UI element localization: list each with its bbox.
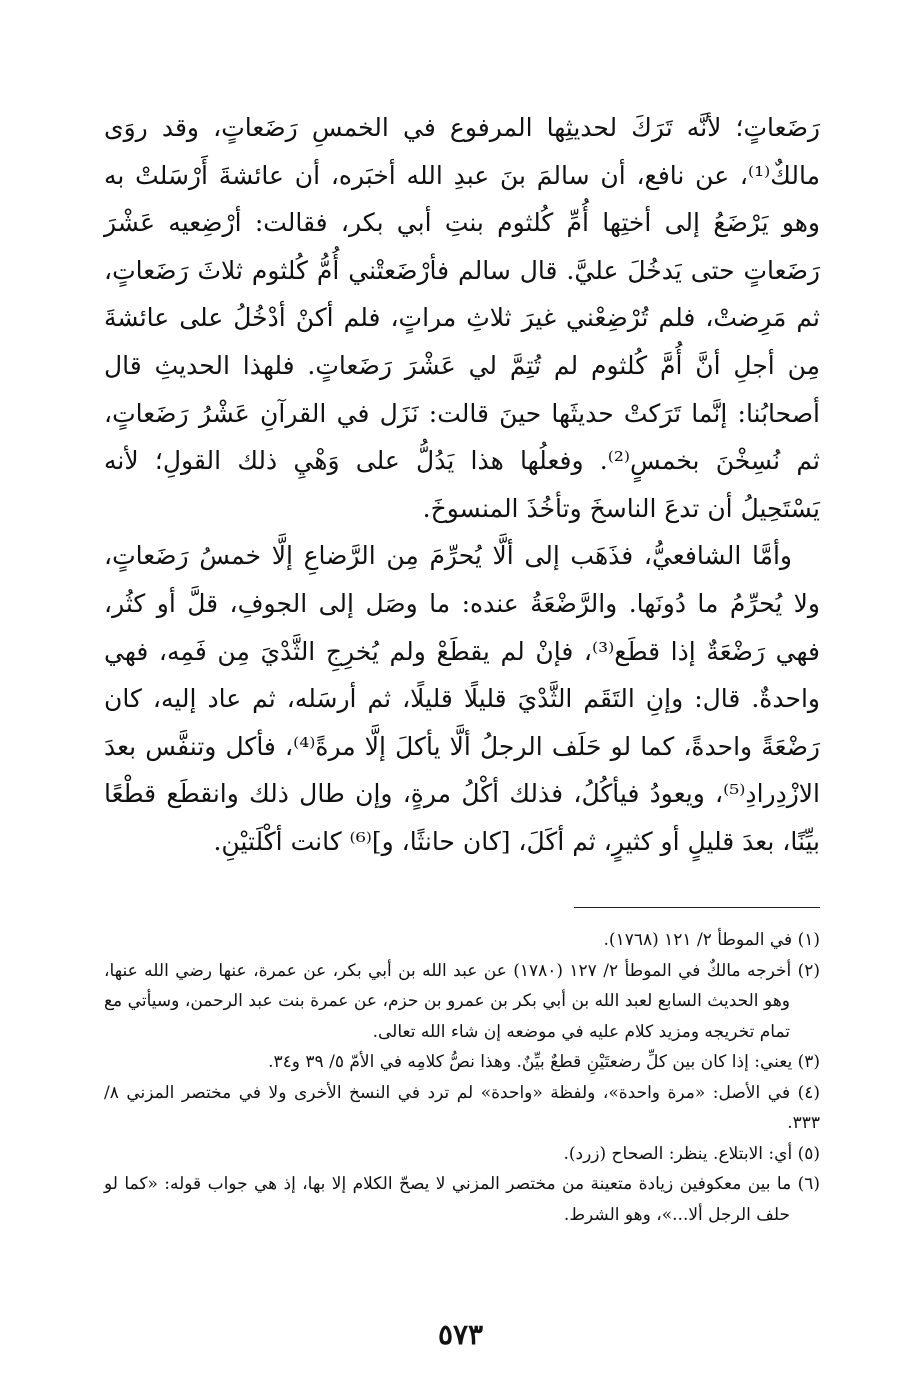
footnotes: [104, 925, 820, 1230]
main-text: [104, 104, 820, 866]
footnote-3: (٣) يعني: إذا كان بين كلِّ رضعتَيْنِ قطعٌ بيِّنٌ. وهذا نصُّ كلامِه في الأمّ ٥/ ٣٩ و٣٤.: [268, 1052, 820, 1072]
footnote-6: (٦) ما بين معكوفين زيادة متعينة من مختصر المزني لا يصحّ الكلام إلا بها، إذ هي جواب قوله: «كما لو حلف الرجل ألا...»، وهو الشرط.: [104, 1174, 820, 1225]
body-paragraph-1: رَضَعاتٍ؛ لأنَّه تَرَكَ لحديثِها المرفوع في الخمسِ رَضَعاتٍ، وقد روَى مالكٌ⁽¹⁾، عن نافع، أن سالمَ بنَ عبدِ الله أخبَره، أن عائشةَ أَرْسَلتْ به وهو يَرْضَعُ إلى أختِها أُمِّ كُلثوم بنتِ أبي بكر، فقالت: أرْضِعيه عَشْرَ رَضَعاتٍ حتى يَدخُلَ عليَّ. قال سالم فأرْضَعتْني أُمُّ كُلثوم ثلاثَ رَضَعاتٍ، ثم مَرِضتْ، فلم تُرْضِعْني غيرَ ثلاثِ مراتٍ، فلم أكنْ أدْخُلُ على عائشةَ مِن أجلِ أنَّ أُمَّ كُلثوم لم تُتِمَّ لي عَشْرَ رَضَعاتٍ. فلهذا الحديثِ قال أصحابُنا: إنَّما تَرَكتْ حديثَها حينَ قالت: نَزَل في القرآنِ عَشْرُ رَضَعاتٍ، ثم نُسِخْنَ بخمسٍ⁽²⁾. وفعلُها هذا يَدُلُّ على وَهْيِ ذلك القولِ؛ لأنه يَسْتَحِيلُ أن تدعَ الناسخَ وتأخُذَ المنسوخَ.: [104, 113, 820, 523]
footnote-2: (٢) أخرجه مالكٌ في الموطأ ٢/ ١٢٧ (١٧٨٠) عن عبد الله بن أبي بكر، عن عمرة، عنها رضي الله عنها، وهو الحديث السابع لعبد الله بن أبي بكر بن عمرو بن حزم، عن عمرة بنت عبد الرحمن، وسيأتي مع تمام تخريجه ومزيد كلام عليه في موضعه إن شاء الله تعالى.: [104, 960, 820, 1042]
footnote-5: (٥) أي: الابتلاع. ينظر: الصحاح (زرد).: [563, 1143, 820, 1164]
footnote-separator: [574, 907, 820, 908]
body-paragraph-2: وأمَّا الشافعيُّ، فذَهَب إلى ألَّا يُحرِّمَ مِن الرَّضاعِ إلَّا خمسُ رَضَعاتٍ، ولا يُحرِّمُ ما دُونَها. والرَّضْعَةُ عنده: ما وصَل إلى الجوفِ، قلَّ أو كثُر، فهي رَضْعَةٌ إذا قطَع⁽³⁾، فإنْ لم يقطَعْ ولم يُخرِجِ الثَّدْيَ مِن فَمِه، فهي واحدةٌ. قال: وإنِ التَقَم الثَّدْيَ قليلًا قليلًا، ثم أرسَله، ثم عاد إليه، كان رَضْعَةً واحدةً، كما لو حَلَف الرجلُ ألَّا يأكلَ إلَّا مرةً⁽⁴⁾، فأكل وتنفَّس بعدَ الازْدِرادِ⁽⁵⁾، ويعودُ فيأكُلُ، فذلك أكْلُ مرةٍ، وإن طال ذلك وانقطَع قطْعًا بيِّنًا، بعدَ قليلٍ أو كثيرٍ، ثم أكَلَ، [كان حانثًا، و]⁽⁶⁾ كانت أكْلَتيْنِ.: [104, 541, 820, 856]
footnote-4: (٤) في الأصل: «مرة واحدة»، ولفظة «واحدة» لم ترد في النسخ الأخرى ولا في مختصر المزني ٨/ ٣٣٣.: [104, 1082, 820, 1133]
page-number: ٥٧٣: [437, 1318, 484, 1351]
footnote-1: (١) في الموطأ ٢/ ١٢١ (١٧٦٨).: [603, 930, 820, 950]
